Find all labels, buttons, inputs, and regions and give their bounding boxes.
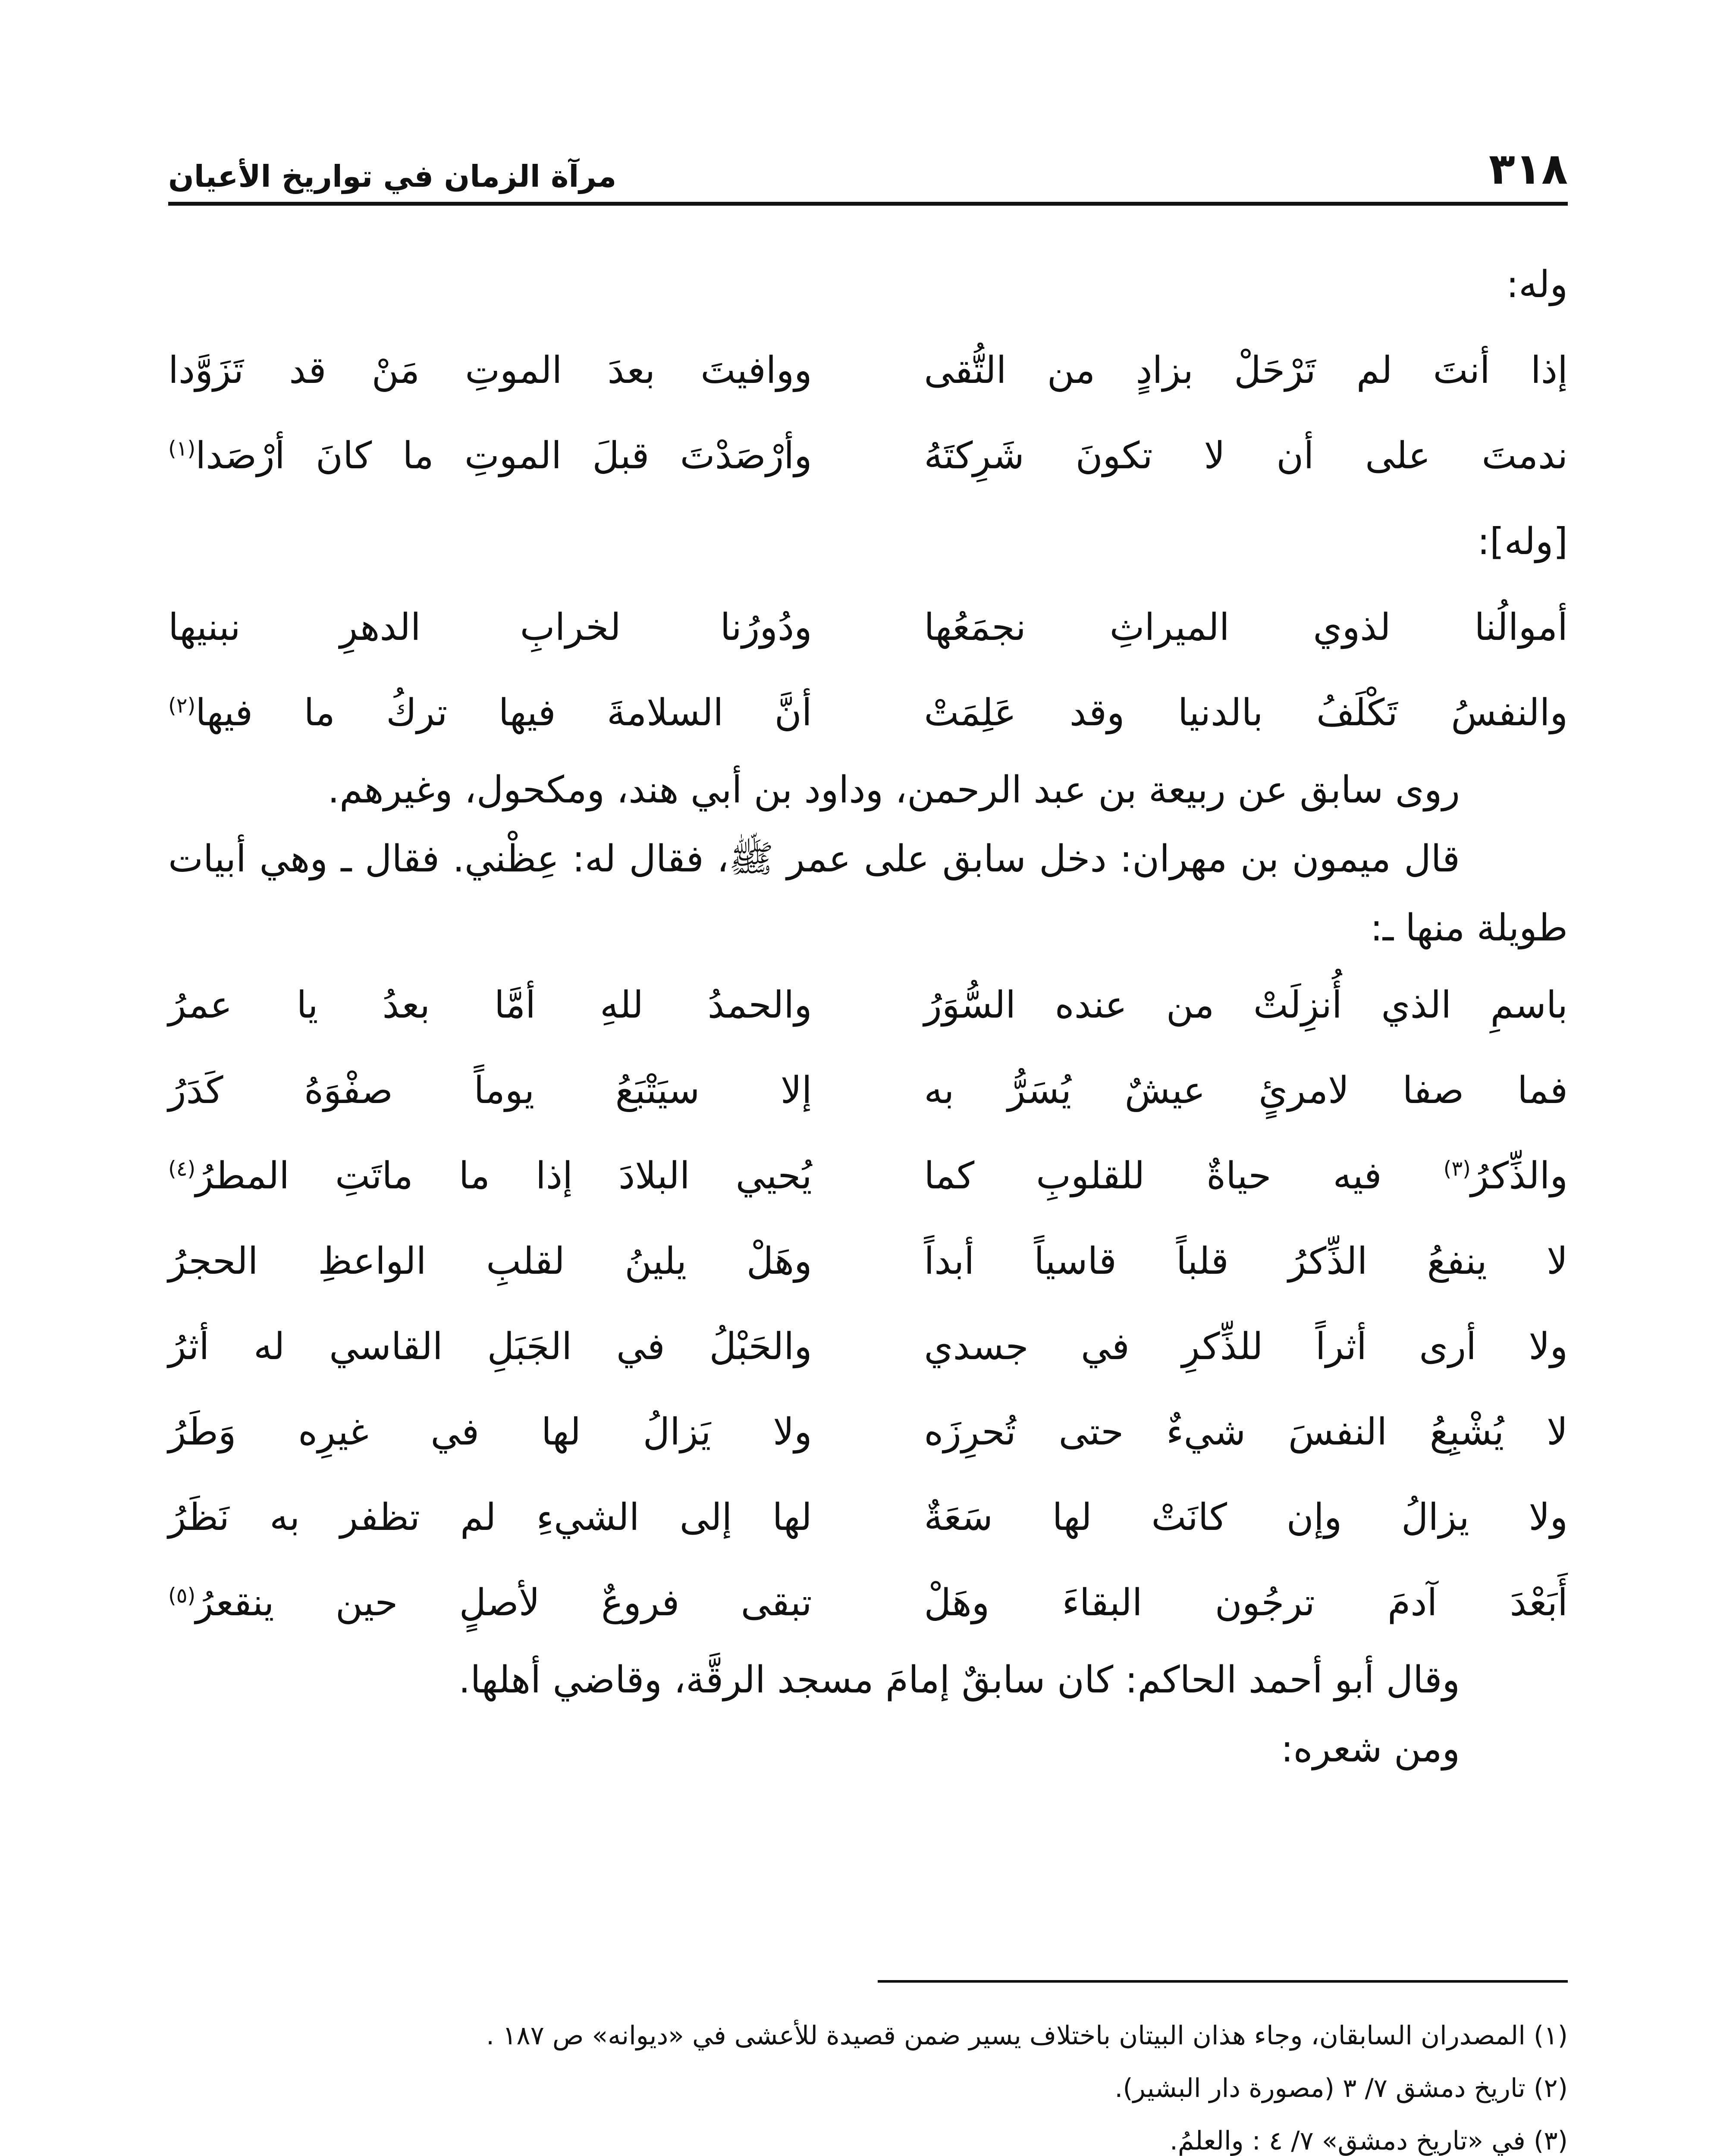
page-number: ٣١٨ [1488, 144, 1568, 194]
verse-intro: [وله]: [1477, 520, 1568, 563]
verse-intro: وله: [1506, 263, 1568, 306]
footnote: (١) المصدران السابقان، وجاء هذان البيتان باختلاف يسير ضمن قصيدة للأعشى في «ديوانه» ص ١٨٧ . [486, 2021, 1568, 2051]
hemistich-first: لا ينفعُ الذِّكرُ قلباً قاسياً أبداً [924, 1240, 1568, 1283]
page-header [168, 129, 1568, 206]
footnote-marker: (٥) [168, 1583, 196, 1608]
verse-line [168, 1475, 1568, 1560]
hemistich-first: ولا أرى أثراً للذِّكرِ في جسدي [924, 1325, 1568, 1368]
footnote-marker: (٢) [168, 693, 196, 718]
hemistich-first: فما صفا لامرئٍ عيشٌ يُسَرُّ به [924, 1069, 1568, 1112]
verse-line [168, 962, 1568, 1048]
verse-line [168, 1219, 1568, 1304]
verse-line [168, 1048, 1568, 1133]
paragraph: قال ميمون بن مهران: دخل سابق على عمر ﷺ، فقال له: عِظْني. فقال ـ وهي أبيات طويلة منها ـ: [168, 837, 1568, 950]
hemistich-first: باسمِ الذي أُنزِلَتْ من عنده السُّوَرُ [924, 984, 1568, 1027]
hemistich-text: يُحيي البلادَ إذا ما ماتَتِ المطرُ [195, 1154, 812, 1197]
running-title: مرآة الزمان في تواريخ الأعيان [168, 159, 617, 194]
footnote: (٣) في «تاريخ دمشق» ٧/ ٤ : والعلمُ. [1169, 2126, 1568, 2156]
hemistich-second: والحمدُ للهِ أمَّا بعدُ يا عمرُ [168, 984, 812, 1027]
hemistich-text: فيه حياةٌ للقلوبِ كما [924, 1154, 1444, 1197]
footnote-separator [878, 1980, 1568, 1983]
verse-line [168, 1304, 1568, 1389]
hemistich-first [924, 1154, 1568, 1197]
hemistich-second: لها إلى الشيءِ لم تظفر به نَظَرُ [168, 1496, 812, 1539]
page-body [168, 241, 1568, 1783]
hemistich-text: والذِّكرُ [1470, 1154, 1568, 1197]
paragraph: وقال أبو أحمد الحاكم: كان سابقٌ إمامَ مسجد الرقَّة، وقاضي أهلها. [458, 1658, 1460, 1702]
hemistich-second: ولا يَزالُ لها في غيرِه وَطَرُ [168, 1410, 812, 1454]
hemistich-first: ندمتَ على أن لا تكونَ شَرِكتَهُ [924, 434, 1568, 477]
verse-line [168, 1560, 1568, 1645]
hemistich-second [168, 691, 812, 734]
hemistich-first: إذا أنتَ لم تَرْحَلْ بزادٍ من التُّقى [924, 349, 1568, 392]
hemistich-second: وهَلْ يلينُ لقلبِ الواعظِ الحجرُ [168, 1240, 812, 1283]
footnote-marker: (١) [168, 436, 196, 461]
hemistich-second: إلا سيَتْبَعُ يوماً صفْوَهُ كَدَرُ [168, 1069, 812, 1112]
hemistich-second [168, 1154, 812, 1197]
hemistich-first: أَبَعْدَ آدمَ ترجُون البقاءَ وهَلْ [924, 1581, 1568, 1624]
footnote-marker: (٤) [168, 1156, 196, 1181]
hemistich-text: تبقى فروعٌ لأصلٍ حين ينقعرُ [195, 1581, 812, 1624]
verse-line [168, 670, 1568, 755]
hemistich-second: ودُورُنا لخرابِ الدهرِ نبنيها [168, 606, 812, 649]
verse-line [168, 585, 1568, 670]
hemistich-first: والنفسُ تَكْلَفُ بالدنيا وقد عَلِمَتْ [924, 691, 1568, 734]
hemistich-first: أموالُنا لذوي الميراثِ نجمَعُها [924, 606, 1568, 649]
hemistich-first: ولا يزالُ وإن كانَتْ لها سَعَةٌ [924, 1496, 1568, 1539]
hemistich-text: أنَّ السلامةَ فيها تركُ ما فيها [195, 691, 812, 734]
paragraph: روى سابق عن ربيعة بن عبد الرحمن، وداود بن أبي هند، ومكحول، وغيرهم. [327, 768, 1460, 812]
hemistich-second: ووافيتَ بعدَ الموتِ مَنْ قد تَزَوَّدا [168, 349, 812, 392]
footnote: (٢) تاريخ دمشق ٧/ ٣ (مصورة دار البشير). [1114, 2073, 1568, 2103]
paragraph: ومن شعره: [1281, 1727, 1460, 1771]
hemistich-second [168, 434, 812, 477]
footnote-marker: (٣) [1443, 1156, 1471, 1181]
hemistich-text: وأرْصَدْتَ قبلَ الموتِ ما كانَ أرْصَدا [195, 434, 812, 477]
hemistich-first: لا يُشْبِعُ النفسَ شيءٌ حتى تُحرِزَه [924, 1410, 1568, 1454]
footnotes [168, 2009, 1568, 2156]
hemistich-second: والحَبْلُ في الجَبَلِ القاسي له أثرُ [168, 1325, 812, 1368]
hemistich-second [168, 1581, 812, 1624]
verse-line [168, 1133, 1568, 1219]
verse-line [168, 1389, 1568, 1475]
verse-line [168, 328, 1568, 413]
verse-line [168, 413, 1568, 498]
